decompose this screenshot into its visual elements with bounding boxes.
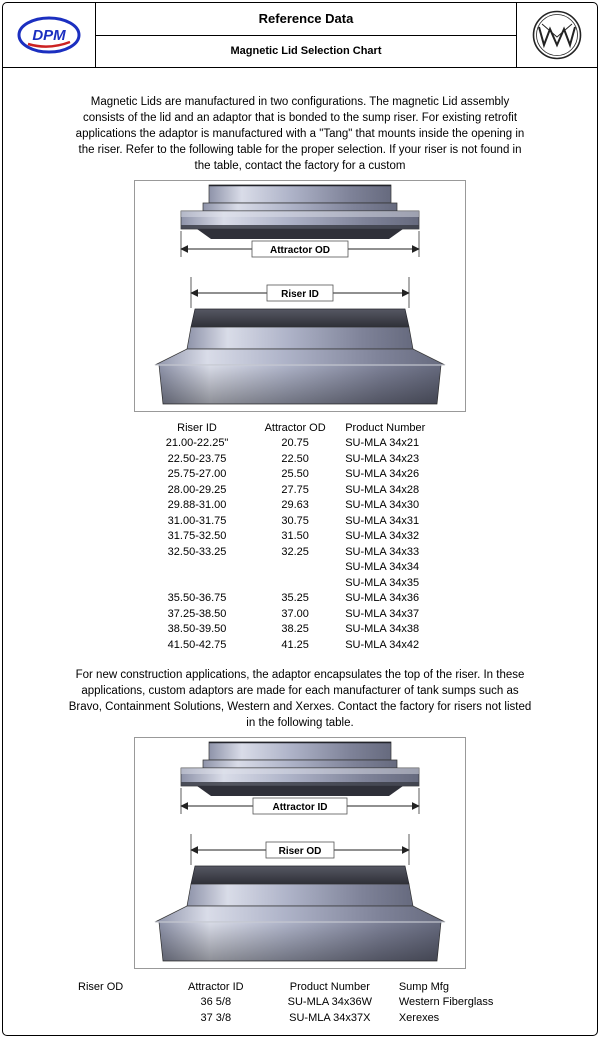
table-row bbox=[145, 576, 455, 592]
table-cell: 38.50-39.50 bbox=[167, 623, 227, 635]
table-cell: SU-MLA 34x26 bbox=[345, 468, 420, 480]
table-row bbox=[145, 560, 455, 576]
table-cell: SU-MLA 34x34 bbox=[345, 561, 420, 573]
dimension-riser-id bbox=[191, 277, 409, 308]
table-cell bbox=[249, 576, 341, 592]
col-header-product-number: Product Number bbox=[289, 981, 370, 993]
col-header-sump-mfg: Sump Mfg bbox=[398, 981, 449, 993]
table-cell: 38.25 bbox=[281, 623, 309, 635]
header-title-cell bbox=[96, 3, 516, 67]
table-cell: 22.50-23.75 bbox=[167, 452, 227, 465]
table-row bbox=[145, 436, 455, 452]
dpm-logo-text: DPM bbox=[32, 27, 66, 44]
table-cell: SU-MLA 34x30 bbox=[345, 499, 420, 511]
table-cell: SU-MLA 34x31 bbox=[345, 514, 420, 527]
table-cell: Xerexes bbox=[398, 1011, 440, 1024]
table-cell bbox=[145, 576, 249, 592]
table-cell: 29.63 bbox=[281, 499, 309, 511]
table-cell: SU-MLA 34x37 bbox=[345, 607, 420, 620]
new-construction-lid-diagram bbox=[134, 737, 466, 969]
table-row bbox=[74, 1011, 526, 1027]
table-cell: 36 5/8 bbox=[200, 996, 232, 1008]
western-w-logo-icon bbox=[531, 9, 583, 61]
dimension-label-outer: Attractor ID bbox=[272, 802, 328, 813]
retrofit-selection-table bbox=[145, 420, 455, 653]
table-cell: 31.75-32.50 bbox=[167, 530, 227, 542]
table-row bbox=[145, 514, 455, 530]
table-cell: 22.50 bbox=[281, 452, 309, 465]
header-right-logo-cell bbox=[516, 3, 597, 67]
table-row bbox=[145, 545, 455, 561]
table-row bbox=[74, 995, 526, 1011]
table-row bbox=[145, 498, 455, 514]
table-row bbox=[145, 467, 455, 483]
dimension-label-inner: Riser ID bbox=[281, 289, 319, 300]
table-cell: 37.25-38.50 bbox=[167, 607, 227, 620]
table-row bbox=[145, 607, 455, 623]
table-cell: 28.00-29.25 bbox=[167, 483, 227, 496]
col-header-attractor-od: Attractor OD bbox=[264, 422, 326, 434]
table-cell: 25.50 bbox=[281, 468, 309, 480]
table-cell: SU-MLA 34x28 bbox=[345, 483, 420, 496]
table-cell: SU-MLA 34x21 bbox=[345, 437, 420, 449]
table-cell: SU-MLA 34x36 bbox=[345, 592, 420, 604]
table-cell: 31.00-31.75 bbox=[167, 514, 227, 527]
header bbox=[3, 3, 597, 68]
sump-riser-section bbox=[155, 866, 445, 961]
table-cell: 20.75 bbox=[281, 437, 309, 449]
header-logo-cell bbox=[3, 3, 96, 67]
table-cell: 27.75 bbox=[281, 483, 309, 496]
retrofit-lid-diagram bbox=[134, 180, 466, 412]
sump-riser-section bbox=[155, 309, 445, 404]
col-header-product-number: Product Number bbox=[345, 422, 426, 434]
table-header-row bbox=[74, 979, 526, 995]
new-construction-table bbox=[74, 979, 526, 1026]
table-row bbox=[145, 529, 455, 545]
table-row bbox=[145, 638, 455, 654]
new-construction-paragraph: For new construction applications, the adaptor encapsulates the top of the riser. In these applications, custom adaptors are made for each manufacturer of tank sumps such as Bravo, Containment Solutions, Western and Xerxes. Contact the factory for risers not listed in the following table. bbox=[68, 669, 532, 729]
table-cell: SU-MLA 34x42 bbox=[345, 638, 420, 651]
col-header-attractor-id: Attractor ID bbox=[187, 981, 244, 993]
table-cell: 37.00 bbox=[281, 607, 309, 620]
dimension-label-outer: Attractor OD bbox=[269, 245, 331, 256]
table-cell: 35.50-36.75 bbox=[167, 592, 227, 604]
table-cell: 30.75 bbox=[281, 514, 309, 527]
table-cell: 32.50-33.25 bbox=[167, 545, 227, 558]
col-header-riser-id: Riser ID bbox=[177, 422, 217, 434]
table-cell: 31.50 bbox=[281, 530, 309, 542]
table-row bbox=[145, 483, 455, 499]
table-cell: SU-MLA 34x35 bbox=[345, 576, 420, 589]
table-cell: 37 3/8 bbox=[200, 1011, 232, 1024]
lid-and-adaptor-section bbox=[181, 742, 419, 796]
dimension-riser-od bbox=[191, 834, 409, 865]
table-cell: 41.50-42.75 bbox=[167, 638, 227, 651]
lid-and-adaptor-section bbox=[181, 185, 419, 239]
table-cell: SU-MLA 34x38 bbox=[345, 623, 420, 635]
table-cell: SU-MLA 34x23 bbox=[345, 452, 420, 465]
table-row bbox=[145, 622, 455, 638]
table-cell bbox=[74, 1011, 167, 1027]
table-cell: 29.88-31.00 bbox=[167, 499, 227, 511]
table-cell bbox=[249, 560, 341, 576]
table-cell: SU-MLA 34x37X bbox=[289, 1011, 371, 1024]
table-cell: 25.75-27.00 bbox=[167, 468, 227, 480]
dpm-logo bbox=[16, 15, 82, 55]
table-cell bbox=[145, 560, 249, 576]
col-header-riser-od: Riser OD bbox=[78, 981, 124, 993]
dimension-label-inner: Riser OD bbox=[278, 846, 322, 857]
table-cell: 32.25 bbox=[281, 545, 309, 558]
page-subtitle: Magnetic Lid Selection Chart bbox=[230, 45, 382, 58]
table-row bbox=[145, 452, 455, 468]
intro-paragraph: Magnetic Lids are manufactured in two configurations. The magnetic Lid assembly consists of the lid and an adaptor that is bonded to the sump riser. For existing retrofit applications the adaptor is manufactured with a "Tang" that mounts inside the opening in the riser. Refer to the following table for the proper selection. If your riser is not found in the table, contact the factory for a custom bbox=[75, 96, 525, 172]
table-cell: SU-MLA 34x33 bbox=[345, 545, 420, 558]
table-cell: Western Fiberglass bbox=[398, 996, 494, 1008]
table-row bbox=[145, 591, 455, 607]
table-cell: SU-MLA 34x32 bbox=[345, 530, 420, 542]
table-cell: 35.25 bbox=[281, 592, 309, 604]
table-cell: SU-MLA 34x36W bbox=[287, 996, 373, 1008]
table-header-row bbox=[145, 420, 455, 436]
table-cell: 41.25 bbox=[281, 638, 309, 651]
document-page bbox=[2, 2, 598, 1036]
table-cell: 21.00-22.25" bbox=[165, 437, 229, 449]
table-cell bbox=[74, 995, 167, 1011]
page-title: Reference Data bbox=[96, 3, 516, 36]
